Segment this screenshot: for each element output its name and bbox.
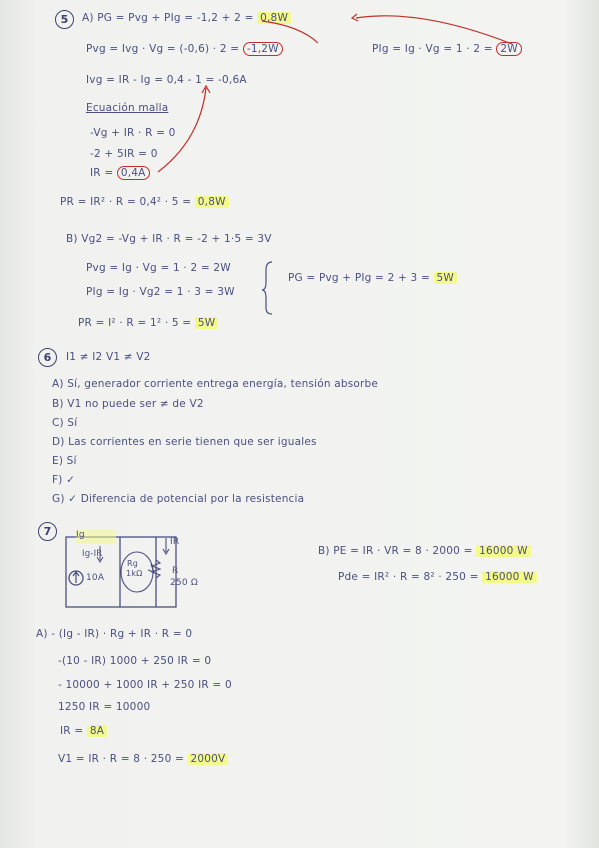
- p5-pg-result: 0,8W: [257, 12, 291, 24]
- p5-pvg-line: Pvg = Ivg · Vg = (-0,6) · 2 = -1,2W: [86, 43, 283, 55]
- p5-b-pr-line: PR = I² · R = 1² · 5 = 5W: [78, 317, 218, 329]
- p6-item-f: F) ✓: [52, 474, 76, 486]
- circuit-label-rg: Rg: [127, 559, 139, 568]
- circuit-label-r-val: 250 Ω: [170, 578, 198, 588]
- p5-pvg-circled: -1,2W: [243, 42, 283, 56]
- problem-number-7: 7: [38, 522, 57, 541]
- p7-v1-result: 2000V: [188, 753, 229, 765]
- p5-b-pg-line: PG = Pvg + PIg = 2 + 3 = 5W: [288, 272, 457, 284]
- p5-a-pg-line: A) PG = Pvg + PIg = -1,2 + 2 = 0,8W: [82, 12, 291, 24]
- circuit-label-ig-ir: Ig-IR: [82, 549, 103, 559]
- p6-item-d: D) Las corrientes en serie tienen que ser iguales: [52, 436, 317, 448]
- p5-pr-line: PR = IR² · R = 0,4² · 5 = 0,8W: [60, 196, 229, 208]
- p6-item-e: E) Sí: [52, 455, 77, 467]
- p7-a-line6: V1 = IR · R = 8 · 250 = 2000V: [58, 753, 228, 765]
- p6-item-c: C) Sí: [52, 417, 78, 429]
- p5-ir-circled: 0,4A: [117, 166, 150, 180]
- p5-b-pr-result: 5W: [195, 317, 218, 329]
- p6-item-g: G) ✓ Diferencia de potencial por la resistencia: [52, 493, 305, 505]
- p7-a-line5: IR = 8A: [60, 725, 107, 737]
- circuit-label-r: R: [172, 566, 179, 576]
- p5-ecuacion-heading: Ecuación malla: [86, 102, 169, 114]
- p7-b-pe-line: B) PE = IR · VR = 8 · 2000 = 16000 W: [318, 545, 531, 557]
- p7-pe-result: 16000 W: [476, 545, 531, 557]
- p7-pde-result: 16000 W: [482, 571, 537, 583]
- p5-b-pvg-line: Pvg = Ig · Vg = 1 · 2 = 2W: [86, 262, 231, 274]
- problem-number-6: 6: [38, 348, 57, 367]
- circuit-label-source: 10A: [86, 573, 105, 583]
- circuit-label-ig: Ig: [76, 530, 85, 540]
- p6-item-b: B) V1 no puede ser ≠ de V2: [52, 398, 204, 410]
- p5-ivg-line: Ivg = IR - Ig = 0,4 - 1 = -0,6A: [86, 74, 247, 86]
- p7-a-line1: A) - (Ig - IR) · Rg + IR · R = 0: [36, 628, 193, 640]
- p5-eq3: IR = 0,4A: [90, 167, 150, 179]
- p6-item-a: A) Sí, generador corriente entrega energía, tensión absorbe: [52, 378, 379, 390]
- p5-eq1: -Vg + IR · R = 0: [90, 127, 176, 139]
- p7-ir-result: 8A: [87, 725, 107, 737]
- p5-pig-circled: 2W: [496, 42, 521, 56]
- p7-a-line4: 1250 IR = 10000: [58, 701, 151, 713]
- p5-eq2: -2 + 5IR = 0: [90, 148, 158, 160]
- circuit-label-rg-val: 1kΩ: [126, 569, 143, 578]
- p6-head: I1 ≠ I2 V1 ≠ V2: [66, 351, 151, 363]
- problem-number-5: 5: [55, 10, 74, 29]
- p7-a-line2: -(10 - IR) 1000 + 250 IR = 0: [58, 655, 212, 667]
- p5-b-pig-line: PIg = Ig · Vg2 = 1 · 3 = 3W: [86, 286, 235, 298]
- circuit-label-ir: IR: [170, 537, 180, 547]
- p5-b-pg-result: 5W: [434, 272, 457, 284]
- p7-a-line3: - 10000 + 1000 IR + 250 IR = 0: [58, 679, 232, 691]
- p5-pig-line: PIg = Ig · Vg = 1 · 2 = 2W: [372, 43, 522, 55]
- p7-b-pde-line: Pde = IR² · R = 8² · 250 = 16000 W: [338, 571, 537, 583]
- p5-b-vg2-line: B) Vg2 = -Vg + IR · R = -2 + 1·5 = 3V: [66, 233, 272, 245]
- p5-pr-result: 0,8W: [195, 196, 229, 208]
